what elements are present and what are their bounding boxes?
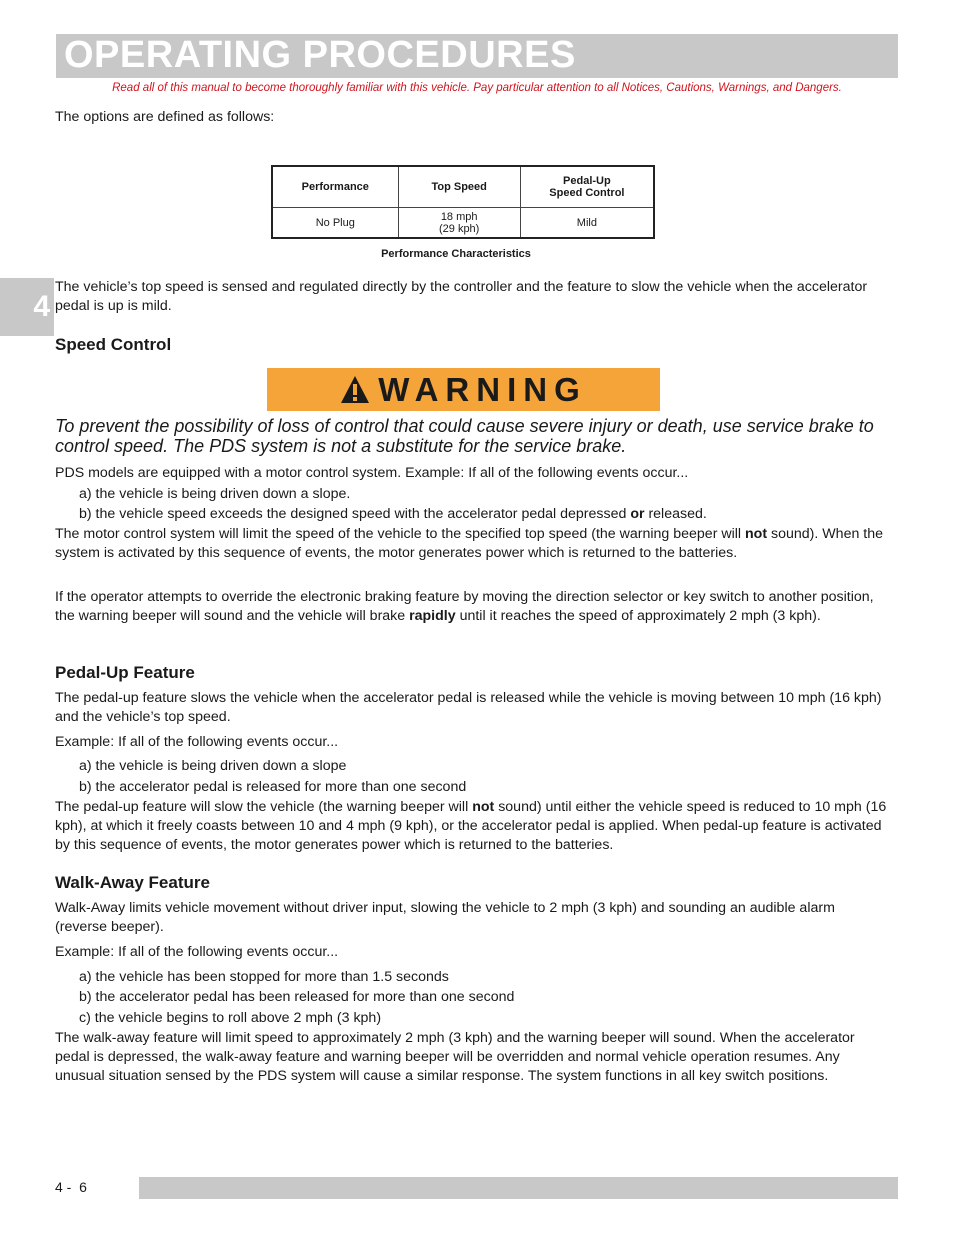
pedal-up-p2: Example: If all of the following events occur...	[55, 734, 339, 750]
footer-bar	[139, 1177, 898, 1199]
item-b-text-bold: or	[630, 506, 645, 522]
p2-text-post: sound). When the system is activated by this sequence of events, the motor generates power which is returned to the batteries.	[55, 526, 884, 561]
pedal-up-p3-post: sound) until either the vehicle speed is reduced to 10 mph (16 kph), at which it freely coasts between 10 and 4 mph (9 kph), or the accelerator pedal is applied. When pedal-up feature is activated by this sequence of events, the motor generates power which is returned to the batteries.	[55, 799, 887, 853]
walk-away-item-b: b) the accelerator pedal has been released for more than one second	[79, 989, 515, 1005]
p3-text-bold: rapidly	[409, 608, 456, 624]
safety-notice: Read all of this manual to become thoroughly familiar with this vehicle. Pay particular attention to all Notices, Cautions, Warnings, and Dangers.	[112, 82, 842, 94]
p3-text-post: until it reaches the speed of approximately 2 mph (3 kph).	[455, 608, 821, 624]
pedal-up-heading: Pedal-Up Feature	[55, 663, 195, 682]
table-row	[272, 208, 654, 239]
speed-control-item-b	[79, 505, 707, 524]
table-header-performance: Performance	[272, 166, 398, 208]
cell-performance: No Plug	[272, 208, 398, 239]
speed-control-p3	[55, 588, 885, 626]
cell-pedal-up: Mild	[520, 208, 654, 239]
top-speed-kph: (29 kph)	[438, 222, 480, 235]
header-pedal-up-line2: Speed Control	[549, 187, 625, 199]
top-speed-paragraph: The vehicle’s top speed is sensed and regulated directly by the controller and the feature to slow the vehicle when the accelerator pedal is up is mild.	[55, 279, 868, 314]
table-caption: Performance Characteristics	[381, 248, 531, 260]
top-speed-mph: 18 mph	[440, 210, 478, 223]
walk-away-item-c: c) the vehicle begins to roll above 2 mph (3 kph)	[79, 1010, 382, 1026]
header-pedal-up-line1: Pedal-Up	[563, 175, 611, 187]
warning-triangle-icon	[340, 375, 370, 405]
item-b-text-pre: b) the vehicle speed exceeds the designed speed with the accelerator pedal depressed	[79, 506, 631, 522]
pedal-up-item-a: a) the vehicle is being driven down a slope	[79, 758, 347, 774]
speed-control-p2	[55, 525, 885, 563]
speed-control-p1: PDS models are equipped with a motor control system. Example: If all of the following events occur...	[55, 465, 689, 481]
warning-text: To prevent the possibility of loss of control that could cause severe injury or death, use service brake to control speed. The PDS system is not a substitute for the service brake.	[55, 416, 874, 456]
item-b-text-post: released.	[644, 506, 707, 522]
warning-banner	[267, 368, 660, 411]
speed-control-item-a: a) the vehicle is being driven down a slope.	[79, 486, 351, 502]
warning-label: WARNING	[378, 370, 587, 408]
walk-away-p3: The walk-away feature will limit speed to approximately 2 mph (3 kph) and the warning beeper will sound. When the accelerator pedal is depressed, the walk-away feature and warning beeper will be overridden and normal vehicle operation resumes. Any unusual situation sensed by the PDS system will cause a similar response. The system functions in all key switch positions.	[55, 1030, 855, 1084]
pedal-up-p3	[55, 798, 890, 855]
pedal-up-p1: The pedal-up feature slows the vehicle when the accelerator pedal is released while the vehicle is moving between 10 mph (16 kph) and the vehicle’s top speed.	[55, 690, 882, 725]
p3-text-pre: If the operator attempts to override the electronic braking feature by moving the direction selector or key switch to another position, the warning beeper will sound and the vehicle will brake	[55, 589, 874, 624]
cell-top-speed	[398, 208, 520, 239]
intro-text: The options are defined as follows:	[55, 109, 275, 125]
chapter-tab: 4	[0, 278, 54, 336]
p2-text-bold: not	[745, 526, 768, 542]
walk-away-heading: Walk-Away Feature	[55, 873, 210, 892]
table-header-top-speed: Top Speed	[398, 166, 520, 208]
pedal-up-p3-bold: not	[472, 799, 495, 815]
p2-text-pre: The motor control system will limit the speed of the vehicle to the specified top speed (the warning beeper will	[55, 526, 746, 542]
page-title: OPERATING PROCEDURES	[64, 34, 576, 76]
page-number: 4 - 6	[55, 1179, 87, 1195]
walk-away-p1: Walk-Away limits vehicle movement without driver input, slowing the vehicle to 2 mph (3 kph) and sounding an audible alarm (reverse beeper).	[55, 900, 835, 935]
table-header-row	[272, 166, 654, 208]
walk-away-item-a: a) the vehicle has been stopped for more than 1.5 seconds	[79, 969, 449, 985]
pedal-up-item-b: b) the accelerator pedal is released for more than one second	[79, 779, 467, 795]
table-header-pedal-up	[520, 166, 654, 208]
pedal-up-p3-pre: The pedal-up feature will slow the vehicle (the warning beeper will	[55, 799, 473, 815]
walk-away-p2: Example: If all of the following events occur...	[55, 944, 339, 960]
speed-control-heading: Speed Control	[55, 335, 172, 354]
performance-table	[271, 165, 655, 239]
